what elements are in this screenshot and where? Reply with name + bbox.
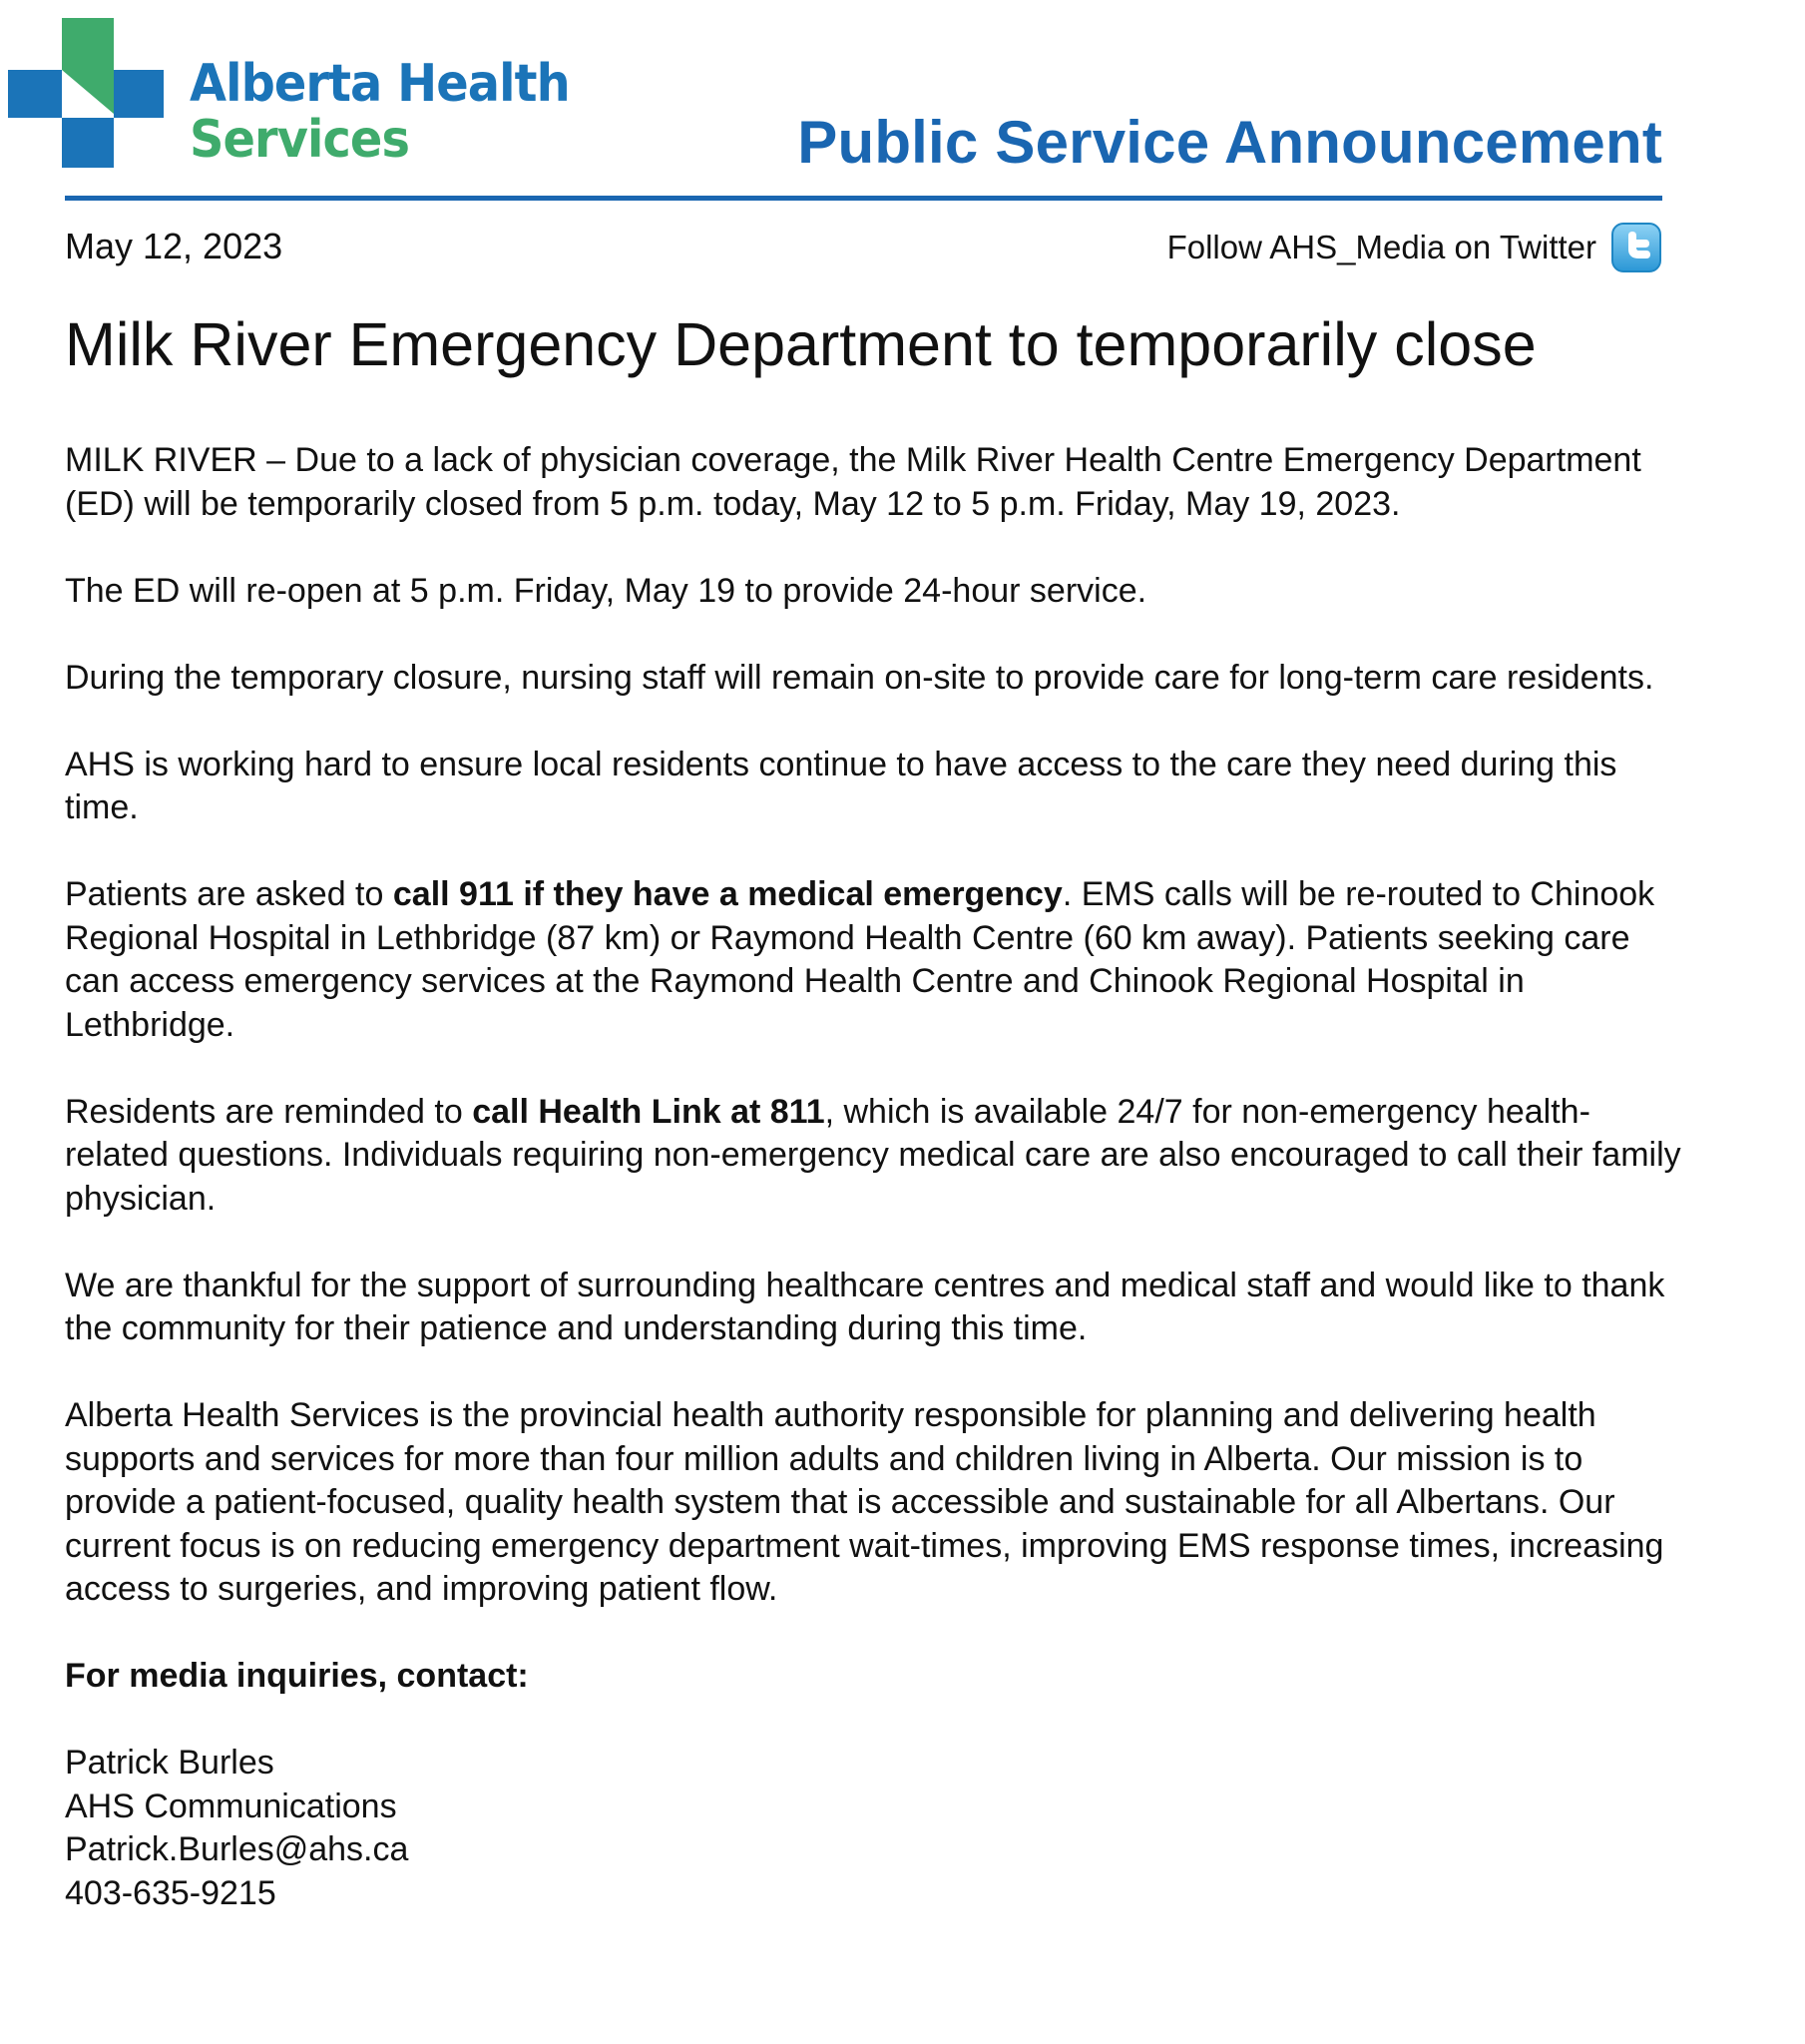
paragraph-5: [65, 873, 1681, 1047]
logo-line-1: Alberta Health: [190, 54, 570, 114]
header-divider: [65, 196, 1662, 201]
twitter-bird-icon[interactable]: [1610, 222, 1662, 273]
ahs-logo: [8, 18, 570, 170]
paragraph-7: We are thankful for the support of surrounding healthcare centres and medical staff and would like to thank the community for their patience and understanding during this time.: [65, 1266, 1665, 1347]
paragraph-1: MILK RIVER – Due to a lack of physician coverage, the Milk River Health Centre Emergency Department (ED) will be temporarily closed from 5 p.m. today, May 12 to 5 p.m. Friday, May 19, 2023.: [65, 441, 1641, 523]
paragraph-6: [65, 1091, 1681, 1222]
ahs-logo-wordmark: [190, 56, 570, 168]
release-body: [65, 439, 1681, 1959]
call-911-emphasis: call 911 if they have a medical emergency: [392, 875, 1063, 913]
follow-twitter-label: Follow AHS_Media on Twitter: [1166, 229, 1596, 265]
paragraph-2: The ED will re-open at 5 p.m. Friday, May 19 to provide 24-hour service.: [65, 571, 1147, 610]
media-contact-heading: For media inquiries, contact:: [65, 1657, 529, 1695]
paragraph-3: During the temporary closure, nursing staff will remain on-site to provide care for long-term care residents.: [65, 658, 1654, 697]
release-date: May 12, 2023: [65, 226, 283, 266]
follow-twitter-link[interactable]: [1167, 222, 1662, 273]
contact-email[interactable]: Patrick.Burles@ahs.ca: [65, 1830, 409, 1868]
logo-line-2: Services: [190, 110, 410, 170]
psa-title: Public Service Announcement: [797, 109, 1662, 176]
paragraph-5-rest: . EMS calls will be re-routed to Chinook Regional Hospital in Lethbridge (87 km) or Raymond Health Centre (60 km away). Patients seeking care can access emergency services at the Raymond Health Centre and Chinook Regional Hospital in Lethbridge.: [65, 875, 1655, 1044]
ahs-cross-logo-icon: [8, 18, 164, 168]
headline: Milk River Emergency Department to temporarily close: [65, 310, 1537, 378]
contact-phone[interactable]: 403-635-9215: [65, 1873, 276, 1912]
paragraph-5-intro: Patients are asked to: [65, 875, 393, 913]
paragraph-6-intro: Residents are reminded to: [65, 1092, 473, 1131]
contact-department: AHS Communications: [65, 1787, 397, 1825]
contact-name: Patrick Burles: [65, 1744, 274, 1782]
paragraph-4: AHS is working hard to ensure local residents continue to have access to the care they need during this time.: [65, 745, 1617, 826]
paragraph-8: Alberta Health Services is the provincial health authority responsible for planning and delivering health supports and services for more than four million adults and children living in Alberta. Our mission is to provide a patient-focused, quality health system that is accessible and sustainable for all Albertans. Our current focus is on reducing emergency department wait-times, improving EMS response times, increasing access to surgeries, and improving patient flow.: [65, 1396, 1664, 1608]
media-contact-block: [65, 1742, 1681, 1915]
paragraph-6-rest: , which is available 24/7 for non-emergency health-related questions. Individuals requiring non-emergency medical care are also encouraged to call their family physician.: [65, 1092, 1681, 1218]
call-811-emphasis: call Health Link at 811: [472, 1092, 825, 1131]
